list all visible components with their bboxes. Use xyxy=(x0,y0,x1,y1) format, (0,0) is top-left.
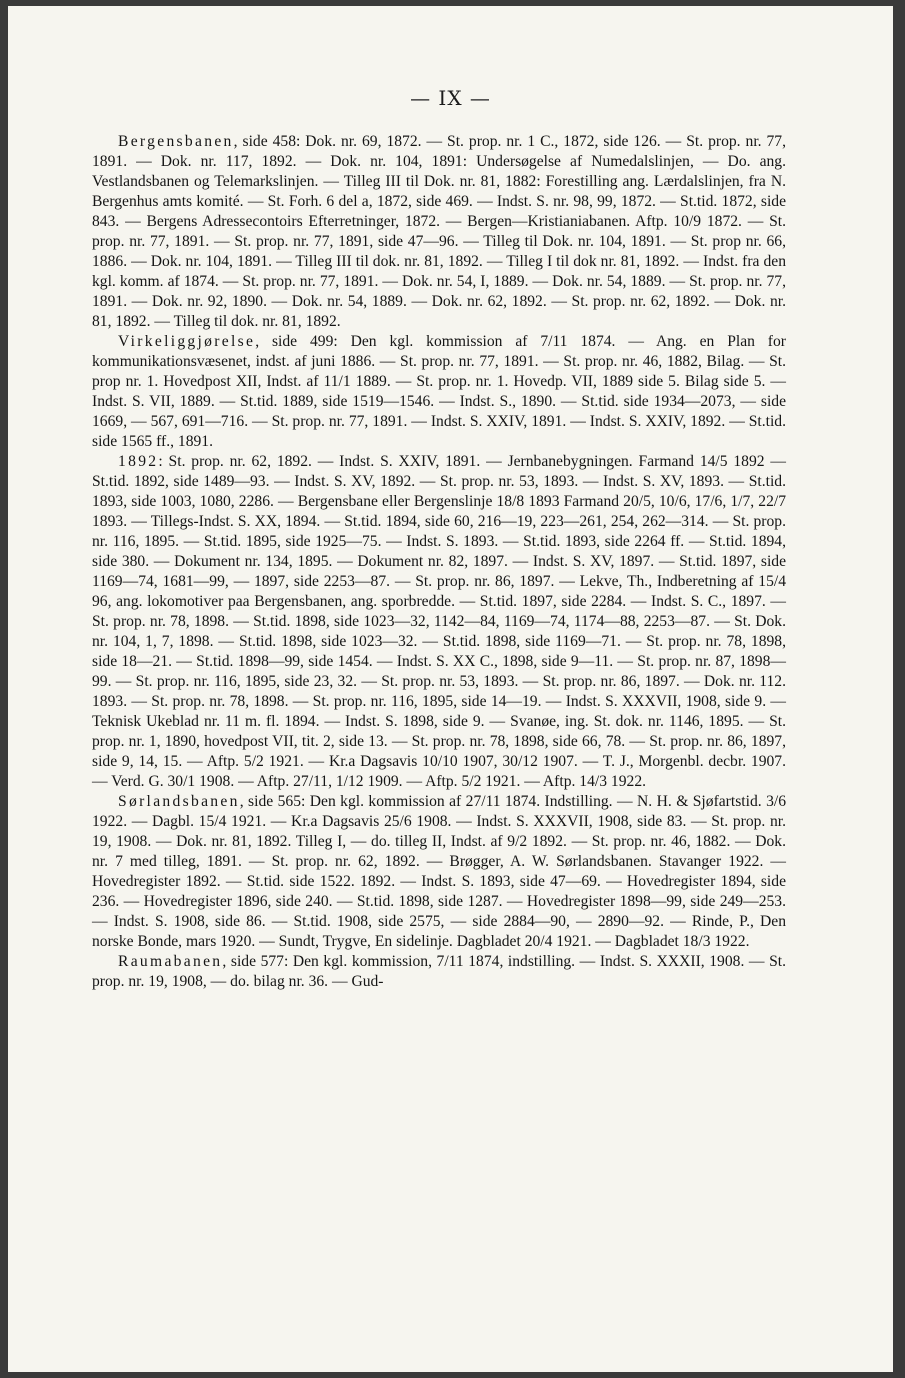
entry-text: , side 577: Den kgl. kommission, 7/11 1874, indstilling. — Indst. S. XXXII, 1908. — St. prop. nr. 19, 1908, — do. bilag nr. 36. — Gud- xyxy=(92,953,786,990)
entry-text: , side 458: Dok. nr. 69, 1872. — St. prop. nr. 1 C., 1872, side 126. — St. prop. nr. 77, 1891. — Dok. nr. 117, 1892. — Dok. nr. 104, 1891: Undersøgelse af Numedalslinjen, — Do. ang. Vestlandsbanen og Telemarkslinjen. — Tilleg III til Dok. nr. 81, 1882: Forestilling ang. Lærdalslinjen, fra N. Bergenhus amts komité. — St. Forh. 6 del a, 1872, side 469. — Indst. S. nr. 98, 99, 1872. — St.tid. 1872, side 843. — Bergens Adressecontoirs Efterretninger, 1872. — Bergen—Kristianiabanen. Aftp. 10/9 1872. — St. prop. nr. 77, 1891. — St. prop. nr. 77, 1891, side 47—96. — Tilleg til Dok. nr. 104, 1891. — St. prop nr. 66, 1886. — Dok. nr. 104, 1891. — Tilleg III til dok. nr. 81, 1892. — Tilleg I til dok nr. 81, 1892. — Indst. fra den kgl. komm. af 1874. — St. prop. nr. 77, 1891. — Dok. nr. 54, I, 1889. — Dok. nr. 54, 1889. — St. prop. nr. 77, 1891. — Dok. nr. 92, 1890. — Dok. nr. 54, 1889. — Dok. nr. 62, 1892. — St. prop. nr. 62, 1892. — Dok. nr. 81, 1892. — Tilleg til dok. nr. 81, 1892. xyxy=(92,133,786,330)
entry-title: Sørlandsbanen xyxy=(118,793,240,810)
entry-sorlandsbanen xyxy=(92,792,786,952)
page-number: — IX — xyxy=(410,86,491,110)
entry-title: 1892 xyxy=(118,453,159,470)
entry-bergensbanen xyxy=(92,132,786,332)
entry-text: , side 499: Den kgl. kommission af 7/11 1874. — Ang. en Plan for kommunikationsvæsenet, indst. af juni 1886. — St. prop. nr. 77, 1891. — St. prop. nr. 46, 1882, Bilag. — St. prop nr. 1. Hovedpost XII, Indst. af 11/1 1889. — St. prop. nr. 1. Hovedp. VII, 1889 side 5. Bilag side 5. — Indst. S. VII, 1889. — St.tid. 1889, side 1519—1546. — Indst. S., 1890. — St.tid. side 1934—2073, — side 1669, — 567, 691—716. — St. prop. nr. 77, 1891. — Indst. S. XXIV, 1891. — Indst. S. XXIV, 1892. — St.tid. side 1565 ff., 1891. xyxy=(92,333,786,450)
document-body xyxy=(92,132,786,992)
entry-title: Raumabanen xyxy=(118,953,223,970)
entry-title: Virkeliggjørelse xyxy=(118,333,256,350)
entry-1892 xyxy=(92,452,786,792)
entry-text: : St. prop. nr. 62, 1892. — Indst. S. XXIV, 1891. — Jernbanebygningen. Farmand 14/5 1892 — St.tid. 1892, side 1489—93. — Indst. S. XV, 1892. — St. prop. nr. 53, 1893. — Indst. S. XV, 1893. — St.tid. 1893, side 1003, 1080, 2286. — Bergensbane eller Bergenslinje 18/8 1893 Farmand 20/5, 10/6, 17/6, 1/7, 22/7 1893. — Tillegs-Indst. S. XX, 1894. — St.tid. 1894, side 60, 216—19, 223—261, 254, 262—314. — St. prop. nr. 116, 1895. — St.tid. 1895, side 1925—75. — Indst. S. 1893. — St.tid. 1893, side 2264 ff. — St.tid. 1894, side 380. — Dokument nr. 134, 1895. — Dokument nr. 82, 1897. — Indst. S. XV, 1897. — St.tid. 1897, side 1169—74, 1681—99, — 1897, side 2253—87. — St. prop. nr. 86, 1897. — Lekve, Th., Indberetning af 15/4 96, ang. lokomotiver paa Bergensbanen, ang. sporbredde. — St.tid. 1897, side 2284. — Indst. S. C., 1897. — St. prop. nr. 78, 1898. — St.tid. 1898, side 1023—32, 1142—84, 1169—74, 1174—88, 2253—87. — St. Dok. nr. 104, 1, 7, 1898. — St.tid. 1898, side 1023—32. — St.tid. 1898, side 1169—71. — St. prop. nr. 78, 1898, side 18—21. — St.tid. 1898—99, side 1454. — Indst. S. XX C., 1898, side 9—11. — St. prop. nr. 87, 1898—99. — St. prop. nr. 116, 1895, side 23, 32. — St. prop. nr. 53, 1893. — St. prop. nr. 86, 1897. — Dok. nr. 112. 1893. — St. prop. nr. 78, 1898. — St. prop. nr. 116, 1895, side 14—19. — Indst. S. XXXVII, 1908, side 9. — Teknisk Ukeblad nr. 11 m. fl. 1894. — Indst. S. 1898, side 9. — Svanøe, ing. St. dok. nr. 1146, 1895. — St. prop. nr. 1, 1890, hovedpost VII, tit. 2, side 13. — St. prop. nr. 78, 1898, side 66, 78. — St. prop. nr. 86, 1897, side 9, 14, 15. — Aftp. 5/2 1921. — Kr.a Dagsavis 10/10 1907, 30/12 1907. — T. J., Morgenbl. decbr. 1907. — Verd. G. 30/1 1908. — Aftp. 27/11, 1/12 1909. — Aftp. 5/2 1921. — Aftp. 14/3 1922. xyxy=(92,453,786,790)
entry-title: Bergensbanen xyxy=(118,133,234,150)
entry-text: , side 565: Den kgl. kommission af 27/11 1874. Indstilling. — N. H. & Sjøfartstid. 3/6 1922. — Dagbl. 15/4 1921. — Kr.a Dagsavis 25/6 1908. — Indst. S. XXXVII, 1908, side 83. — St. prop. nr. 19, 1908. — Dok. nr. 81, 1892. Tilleg I, — do. tilleg II, Indst. af 9/2 1892. — St. prop. nr. 46, 1882. — Dok. nr. 7 med tilleg, 1891. — St. prop. nr. 62, 1892. — Brøgger, A. W. Sørlandsbanen. Stavanger 1922. — Hovedregister 1892. — St.tid. side 1522. 1892. — Indst. S. 1893, side 47—69. — Hovedregister 1894, side 236. — Hovedregister 1896, side 240. — St.tid. 1898, side 1287. — Hovedregister 1898—99, side 249—253. — Indst. S. 1908, side 86. — St.tid. 1908, side 2575, — side 2884—90, — 2890—92. — Rinde, P., Den norske Bonde, mars 1920. — Sundt, Trygve, En sidelinje. Dagbladet 20/4 1921. — Dagbladet 18/3 1922. xyxy=(92,793,786,950)
document-page xyxy=(8,6,893,1372)
entry-virkeliggjorelse xyxy=(92,332,786,452)
entry-raumabanen xyxy=(92,952,786,992)
